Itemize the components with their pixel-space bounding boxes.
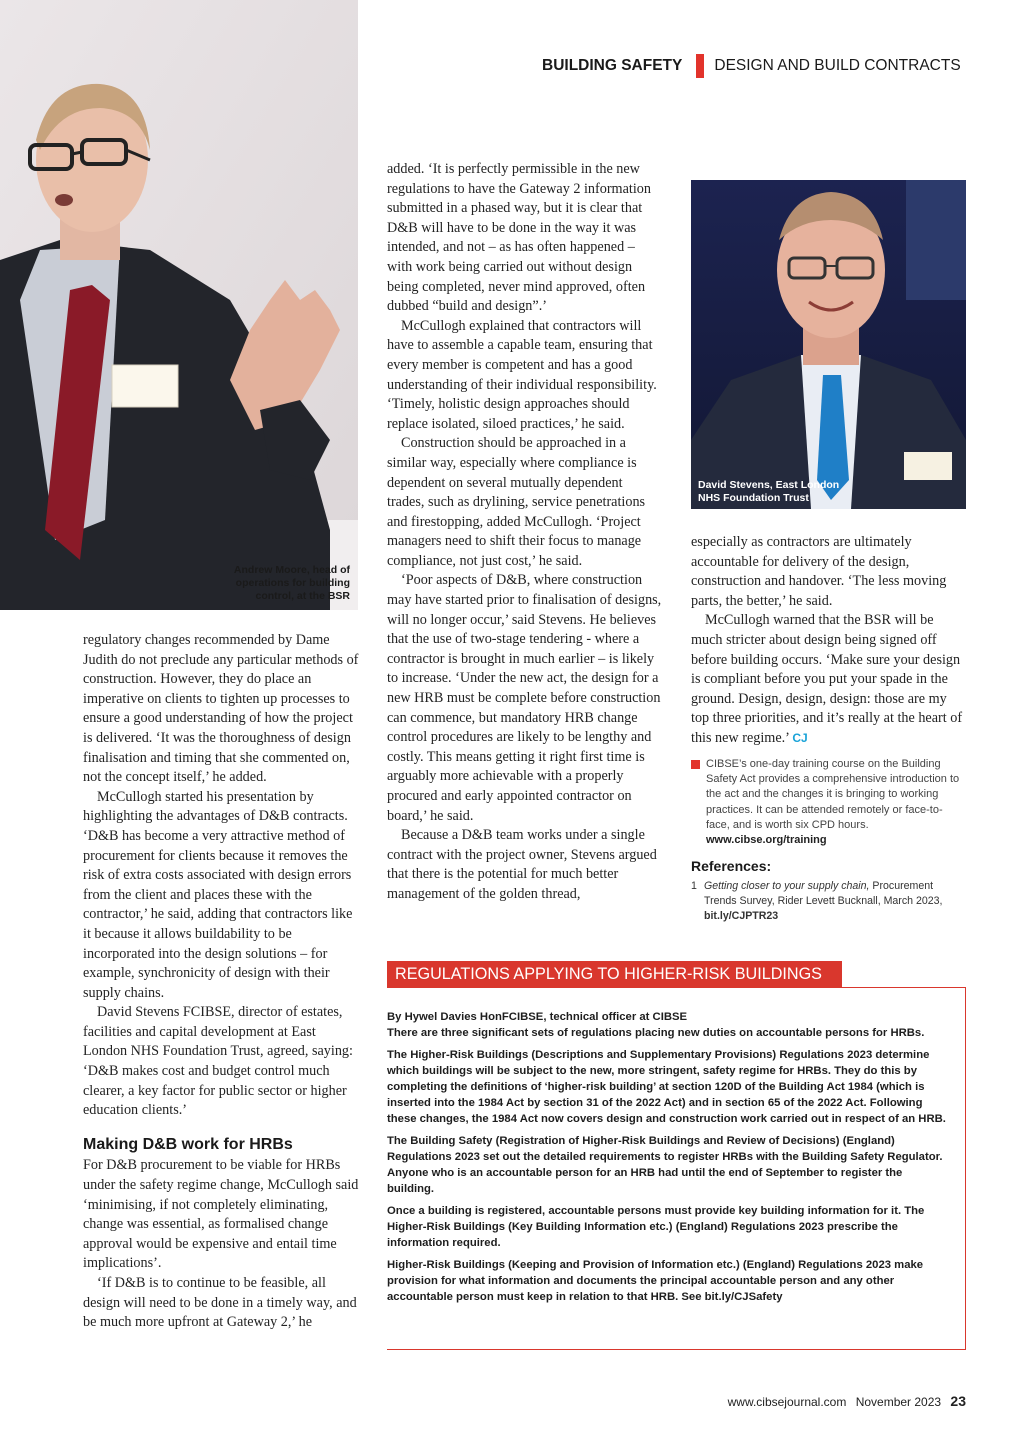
footer-date: November 2023 <box>855 1395 942 1409</box>
andrew-moore-photo <box>0 0 358 610</box>
box-paragraph <box>387 1133 952 1197</box>
right-photo-caption <box>698 479 898 505</box>
regulation-name: The Higher-Risk Buildings (Key Building Information etc.) (England) Regulations 2023 <box>387 1205 925 1233</box>
paragraph: added. ‘It is perfectly permissible in the new regulations to have the Gateway 2 information submitted in a phased way, but it is clear that D&B will have to be done in the way it was intended, and not – as has often happened – with work being carried out without design being completed, never mind approved, often dubbed “build and design”.’ <box>387 161 651 315</box>
paragraph: regulatory changes recommended by Dame Judith do not preclude any particular methods of construction. However, they do place an imperative on clients to tighten up processes to ensure a good understanding of how the project is delivered. ‘It was the thoroughness of design finalisation and timing that she commented on, not the concept itself,’ he added. <box>83 632 359 786</box>
regulation-name: The Higher-Risk Buildings (Descriptions and Supplementary Provisions) Regulations 2023 <box>387 1049 873 1061</box>
regulation-name: Building Safety (Registration of Higher-Risk Buildings and Review of Decisions) (England) Regulations 2023 <box>387 1135 895 1163</box>
regulations-box-title: REGULATIONS APPLYING TO HIGHER-RISK BUILDINGS <box>387 961 842 988</box>
training-link[interactable]: www.cibse.org/training <box>706 834 827 847</box>
caption-line: NHS Foundation Trust <box>698 492 809 504</box>
regulation-desc: set out the detailed requirements to register HRBs with the Building Safety Regulator. Anyone who is an accountable person for an HRB had until the end of September to register the building. <box>387 1151 943 1195</box>
paragraph: especially as contractors are ultimately accountable for delivery of the design, construction and handover. ‘The less moving parts, the better,’ he said. <box>691 534 947 609</box>
regulations-box-content <box>387 1009 952 1311</box>
note-bullet <box>691 760 700 769</box>
box-paragraph <box>387 1203 952 1251</box>
regulation-desc: determine which buildings will be subject to the new, more stringent, safety regime for HRBs. They do this by completing the definitions of ‘higher-risk building’ at section 120D of the Building Act 1984 (which is inserted into the 1984 Act by section 31 of the 2022 Act) and in section 65 of the 2022 Act. Following these changes, the 1984 Act now covers design and construction work carried out in respect of an HRB. <box>387 1049 946 1125</box>
reference-number: 1 <box>691 880 697 892</box>
box-paragraph <box>387 1047 952 1127</box>
subheading: Making D&B work for HRBs <box>83 1135 293 1153</box>
paragraph: McCullogh started his presentation by highlighting the advantages of D&B contracts. ‘D&B has become a very attractive method of procurement for clients because it removes the risk of extra costs associated with design errors from the client and places these with the contractor,’ he said, adding that contractors like it because it allows buildability to be incorporated into the design solutions – for example, synchronicity of design with their supply chains. <box>83 788 353 1001</box>
paragraph: Construction should be approached in a similar way, especially where compliance is dependent on several mutually dependent trades, such as drylining, service penetrations and firestopping, added McCullogh. ‘Project managers need to shift their focus to manage compliance, not just cost,’ he said. <box>387 435 646 569</box>
section-label: BUILDING SAFETY <box>542 57 683 74</box>
reference-title: Getting closer to your supply chain, <box>704 880 870 892</box>
text-span: Once a building is registered, accountable persons must provide key building information for it. <box>387 1205 905 1217</box>
regulation-desc: make provision for what information and documents the principal accountable person and any other accountable person must keep in relation to that HRB. See <box>387 1259 924 1303</box>
left-photo-caption <box>198 564 350 603</box>
page-footer <box>728 1393 966 1409</box>
reference-details: Procurement Trends Survey, Rider Levett Bucknall, March 2023, <box>704 880 943 907</box>
paragraph-text: McCullogh warned that the BSR will be much stricter about design being signed off before building occurs. ‘Make sure your design is compliant before you put your spade in the ground. Design, design, design: those are my top three priorities, and it’s really at the heart of this new regime.’ <box>691 612 963 746</box>
reference-link[interactable]: bit.ly/CJPTR23 <box>704 910 779 922</box>
caption-line: David Stevens, East London <box>698 479 840 491</box>
text-span: The <box>387 1135 411 1147</box>
box-byline: By Hywel Davies HonFCIBSE, technical officer at CIBSE <box>387 1011 688 1023</box>
header-divider <box>696 54 704 78</box>
end-mark-cj: CJ <box>792 730 808 745</box>
training-note <box>691 757 963 848</box>
article-column-1 <box>83 631 359 1333</box>
regulation-desc: prescribe the information required. <box>387 1221 898 1249</box>
caption-line: operations for building <box>235 577 350 589</box>
box-intro: There are three significant sets of regulations placing new duties on accountable persons for HRBs. <box>387 1027 925 1039</box>
paragraph: McCullogh explained that contractors will have to assemble a capable team, ensuring that every member is competent and has a good understanding of their individual responsibility. ‘Timely, holistic design approaches should replace isolated, siloed practices,’ he said. <box>387 317 657 432</box>
box-paragraph <box>387 1257 952 1305</box>
paragraph: David Stevens FCIBSE, director of estates, facilities and capital development at East London NHS Foundation Trust, agreed, saying: ‘D&B makes cost and budget control much clearer, a key factor for public sector or higher education clients.’ <box>83 1004 353 1119</box>
safety-link[interactable]: bit.ly/CJSafety <box>704 1291 783 1303</box>
caption-line: control, at the BSR <box>255 590 350 602</box>
article-column-3 <box>691 533 967 749</box>
paragraph: For D&B procurement to be viable for HRBs under the safety regime change, McCullogh said ‘minimising, if not completely eliminating, change was essential, as formalised change approval would be expensive and entail time implications’. <box>83 1157 359 1272</box>
topic-label: DESIGN AND BUILD CONTRACTS <box>714 57 961 74</box>
paragraph: ‘Poor aspects of D&B, where construction may have started prior to finalisation of designs, will no longer occur,’ said Stevens. He believes that the use of two-stage tendering - where a contractor is brought in much earlier – is likely to increase. ‘Under the new act, the design for a new HRB must be complete before construction can commence, but mandatory HRB change control procedures are likely to be lengthy and costly. This means getting it right first time is arguably more achievable with a properly procured and early appointed contractor on board,’ he said. <box>387 572 662 824</box>
note-text: CIBSE’s one-day training course on the Building Safety Act provides a comprehensive introduction to the act and the changes it is bringing to working practices. It can be attended remotely or face-to-face, and is worth six CPD hours. <box>706 758 960 831</box>
regulation-name: Higher-Risk Buildings (Keeping and Provision of Information etc.) (England) Regulations 2023 <box>387 1259 892 1271</box>
section-header <box>542 55 961 77</box>
caption-line: Andrew Moore, head of <box>233 564 350 576</box>
david-stevens-photo <box>691 180 966 509</box>
paragraph: ‘If D&B is to continue to be feasible, all design will need to be done in a timely way, and be much more upfront at Gateway 2,’ he <box>83 1275 357 1331</box>
footer-site[interactable]: www.cibsejournal.com <box>727 1395 847 1409</box>
paragraph: Because a D&B team works under a single contract with the project owner, Stevens argued that there is the potential for much better management of the golden thread, <box>387 827 657 902</box>
reference-item <box>691 879 966 924</box>
article-column-2 <box>387 160 663 905</box>
references-heading: References: <box>691 858 772 874</box>
page-number: 23 <box>950 1393 966 1409</box>
paragraph <box>691 611 967 748</box>
